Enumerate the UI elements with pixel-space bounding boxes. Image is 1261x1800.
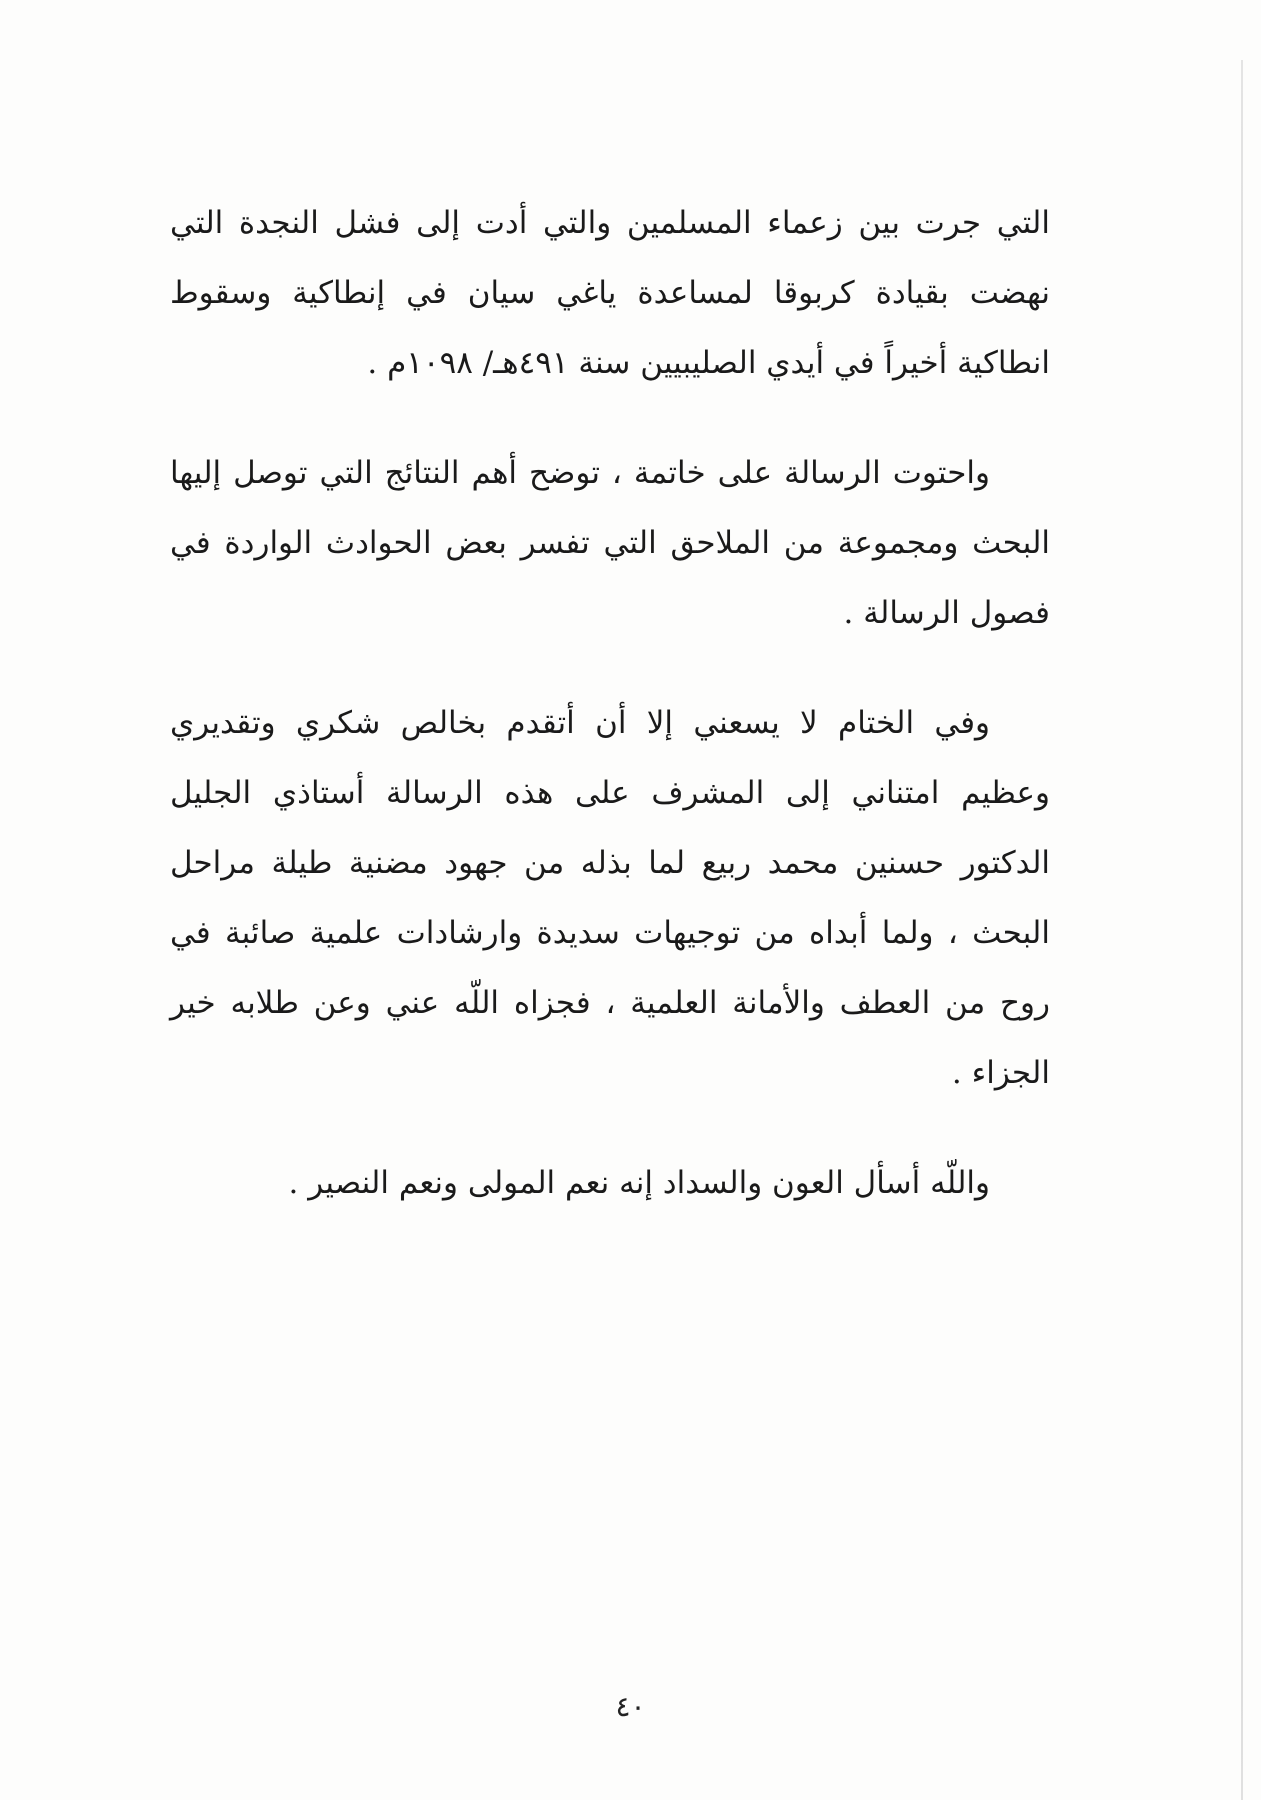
paragraph-closing-prayer: واللّه أسأل العون والسداد إنه نعم المولى ونعم النصير .: [288, 1165, 990, 1201]
body-text: [170, 188, 1050, 1258]
scan-edge-shadow: [1241, 60, 1243, 1800]
paragraph-acknowledgement: وفي الختام لا يسعني إلا أن أتقدم بخالص شكري وتقديري وعظيم امتناني إلى المشرف على هذه الرسالة أستاذي الجليل الدكتور حسنين محمد ربيع لما بذله من جهود مضنية طيلة مراحل البحث ، ولما أبداه من توجيهات سديدة وارشادات علمية صائبة في روح من العطف والأمانة العلمية ، فجزاه اللّه عني وعن طلابه خير الجزاء .: [170, 705, 1050, 1091]
paragraph-conclusion: واحتوت الرسالة على خاتمة ، توضح أهم النتائج التي توصل إليها البحث ومجموعة من الملاحق التي تفسر بعض الحوادث الواردة في فصول الرسالة .: [170, 455, 1050, 631]
page-number: ٤٠: [615, 1690, 646, 1723]
paragraph-continuation: التي جرت بين زعماء المسلمين والتي أدت إلى فشل النجدة التي نهضت بقيادة كربوقا لمساعدة ياغي سيان في إنطاكية وسقوط انطاكية أخيراً في أيدي الصليبيين سنة ٤٩١هـ/ ١٠٩٨م .: [170, 205, 1050, 381]
